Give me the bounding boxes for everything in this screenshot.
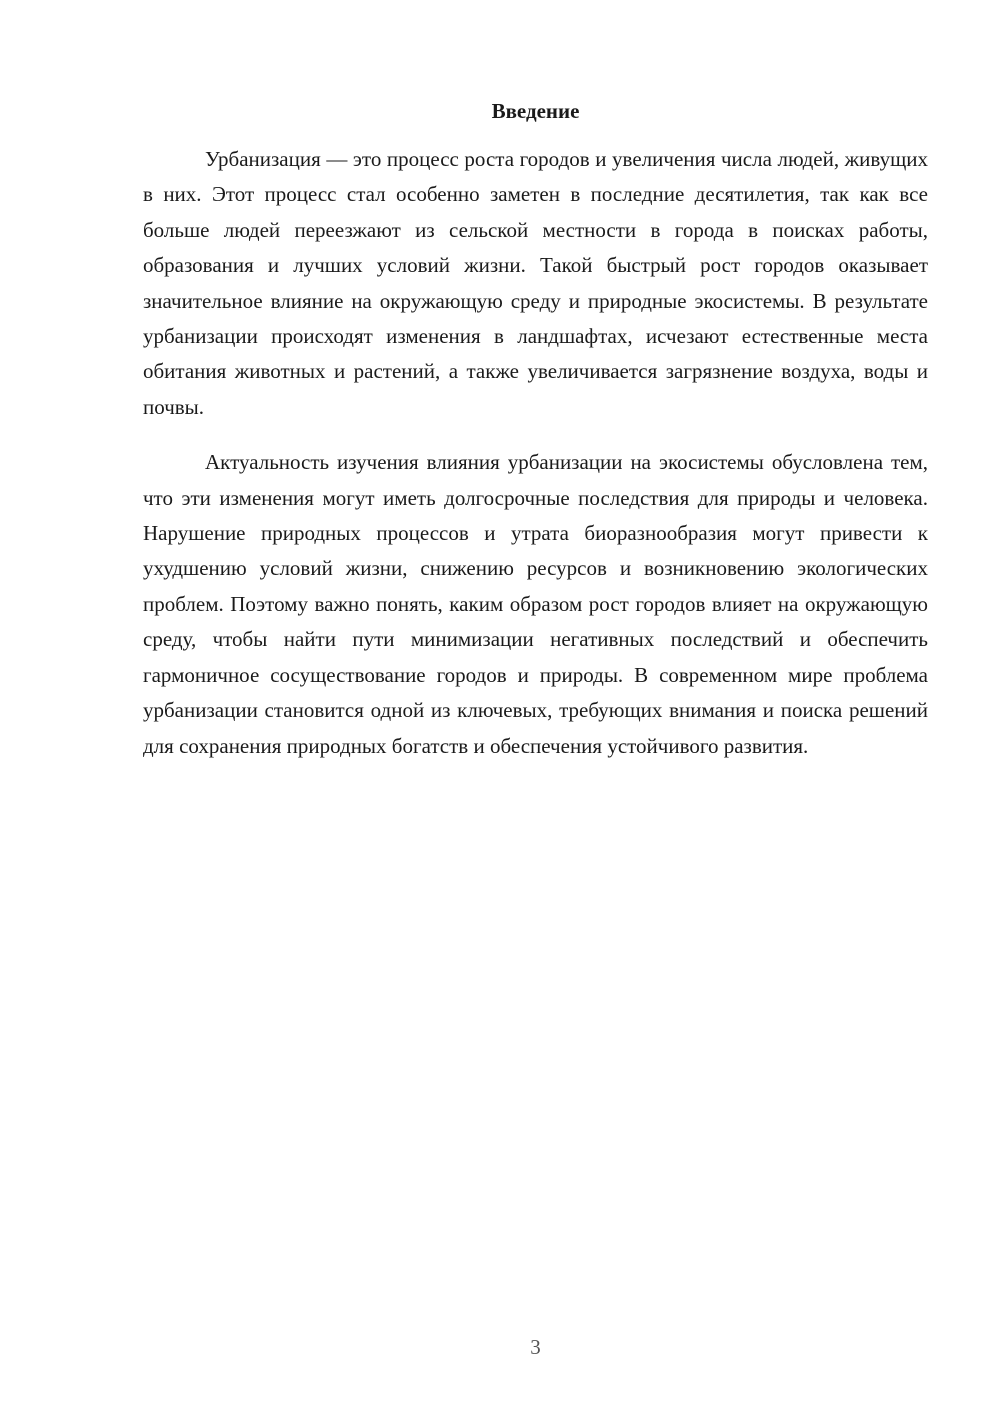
document-page — [143, 0, 928, 1414]
section-title: Введение — [491, 99, 580, 123]
page-number: 3 — [530, 1335, 541, 1359]
paragraph-intro: Урбанизация — это процесс роста городов и увеличения числа людей, живущих в них. Этот процесс стал особенно заметен в последние десятилетия, так как все больше людей переезжают из сельской местности в города в поисках работы, образования и лучших условий жизни. Такой быстрый рост городов оказывает значительное влияние на окружающую среду и природные экосистемы. В результате урбанизации происходят изменения в ландшафтах, исчезают естественные места обитания животных и растений, а также увеличивается загрязнение воздуха, воды и почвы. — [143, 147, 928, 419]
body-text — [143, 142, 928, 764]
paragraph-relevance: Актуальность изучения влияния урбанизации на экосистемы обусловлена тем, что эти изменения могут иметь долгосрочные последствия для природы и человека. Нарушение природных процессов и утрата биоразнообразия могут привести к ухудшению условий жизни, снижению ресурсов и возникновению экологических проблем. Поэтому важно понять, каким образом рост городов влияет на окружающую среду, чтобы найти пути минимизации негативных последствий и обеспечить гармоничное сосуществование городов и природы. В современном мире проблема урбанизации становится одной из ключевых, требующих внимания и поиска решений для сохранения природных богатств и обеспечения устойчивого развития. — [143, 450, 928, 758]
